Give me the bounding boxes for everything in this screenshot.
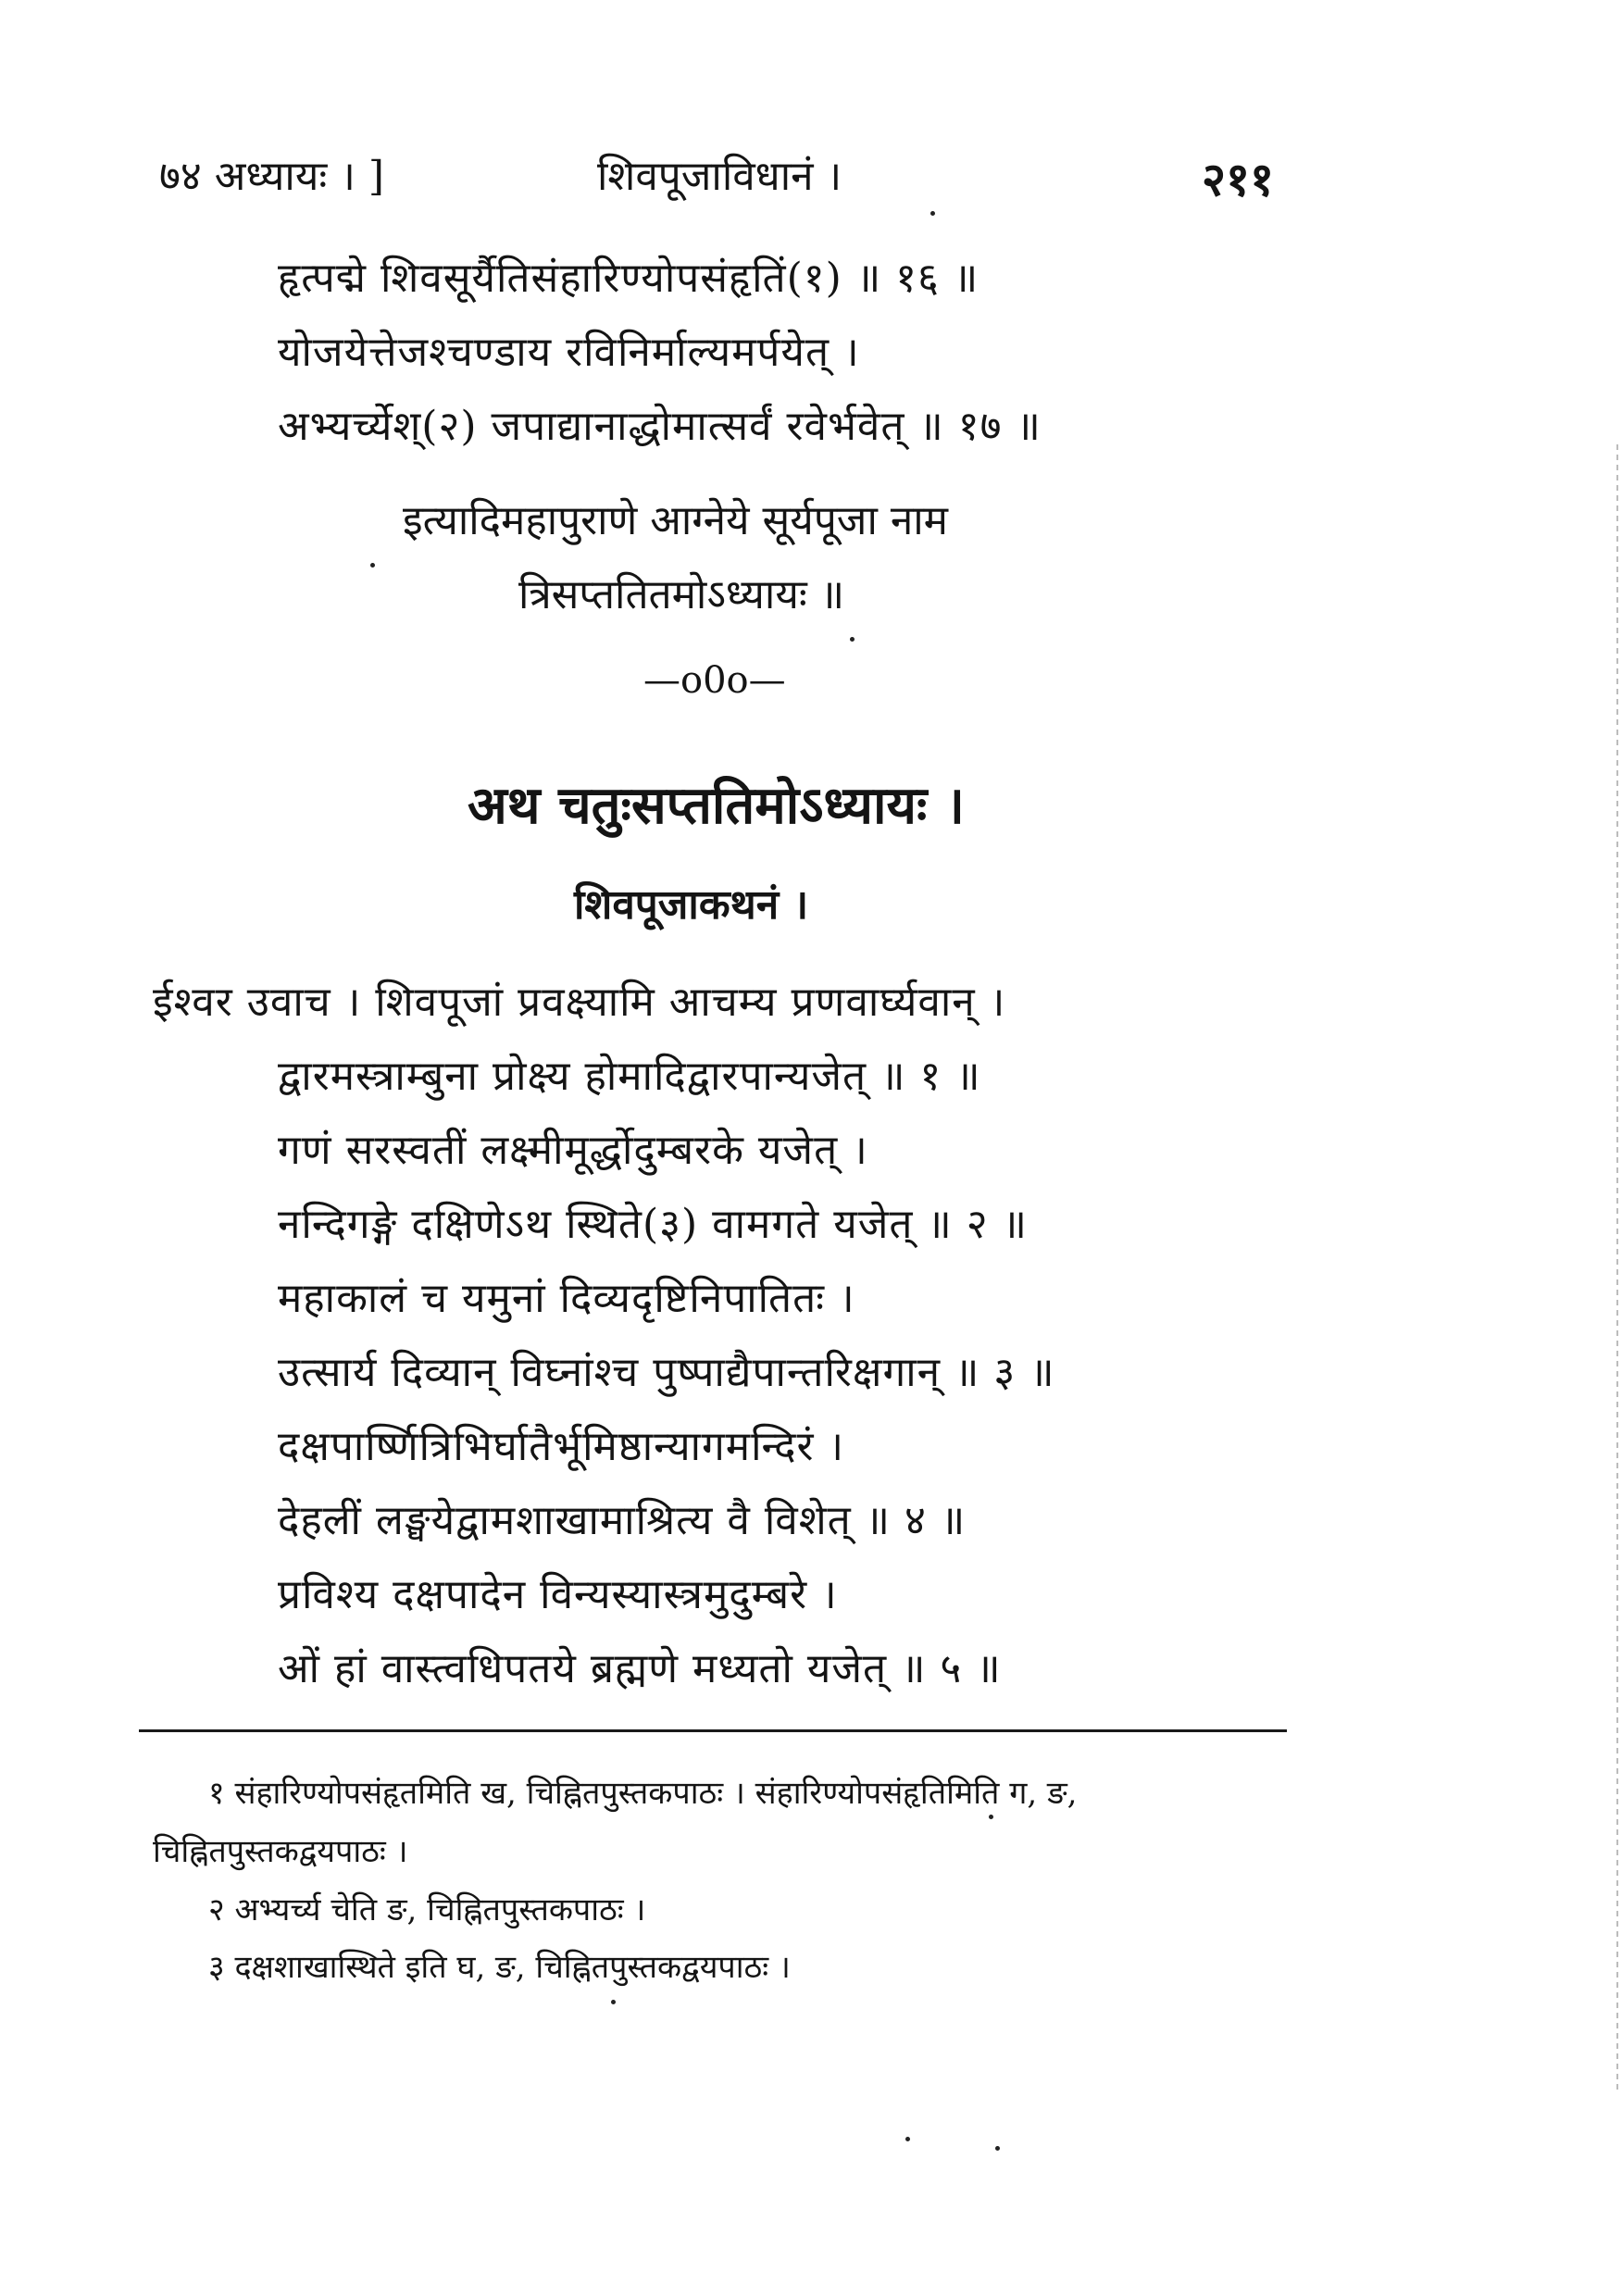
scan-speck	[905, 2137, 910, 2141]
section-divider: —o0o—	[643, 659, 786, 702]
verse-line: गणं सरस्वतीं लक्ष्मीमूर्द्धोदुम्बरके यजेत् ।	[278, 1127, 868, 1174]
chapter-subtitle: शिवपूजाकथनं ।	[574, 881, 809, 929]
verse-line: उत्सार्य दिव्यान् विघ्नांश्च पुष्पाद्यैपान्तरिक्षगान् ॥ ३ ॥	[278, 1349, 1055, 1396]
page-number: २११	[1202, 152, 1274, 206]
running-header-title: शिवपूजाविधानं ।	[597, 153, 842, 200]
scan-speck	[370, 563, 375, 568]
verse-line: योजयेत्तेजश्चण्डाय रविनिर्माल्यमर्पयेत् ।	[278, 329, 860, 376]
chapter-title: अथ चतुःसप्ततिमोऽध्यायः ।	[468, 775, 966, 836]
scan-speck	[611, 2000, 616, 2004]
verse-line: अभ्यर्च्येश्(२) जपाद्यानाद्धोमात्सर्वं रवेर्भवेत् ॥ १७ ॥	[278, 403, 1042, 450]
colophon-line: इत्यादिमहापुराणे आग्नेये सूर्यपूजा नाम	[403, 497, 948, 544]
colophon-line: त्रिसप्ततितमोऽध्यायः ॥	[518, 571, 845, 618]
footnote: ३ दक्षशाखास्थिते इति घ, ङ, चिह्नितपुस्तकद्वयपाठः ।	[208, 1949, 791, 1986]
verse-line: नन्दिगङ्गे दक्षिणेऽथ स्थिते(३) वामगते यजेत् ॥ २ ॥	[278, 1201, 1028, 1248]
footnote: १ संहारिण्योपसंहृतमिति ख, चिह्नितपुस्तकपाठः । संहारिण्योपसंहृतिमिति ग, ङ,	[208, 1775, 1078, 1812]
verse-line: ओं हां वास्त्वधिपतये ब्रह्मणे मध्यतो यजेत् ॥ ५ ॥	[278, 1645, 1002, 1692]
running-header-left: ७४ अध्यायः । ]	[159, 153, 385, 200]
verse-line: देहलीं लङ्घयेद्वामशाखामाश्रित्य वै विशेत् ॥ ४ ॥	[278, 1497, 967, 1544]
scan-speck	[995, 2146, 1000, 2151]
verse-line: महाकालं च यमुनां दिव्यदृष्टिनिपातितः ।	[278, 1275, 855, 1322]
footnote: २ अभ्यर्च्य चेति ङ, चिह्नितपुस्तकपाठः ।	[208, 1891, 646, 1928]
verse-line: हृत्पद्मे शिवसूर्यैतिसंहारिण्योपसंहृतिं(१) ॥ १६ ॥	[278, 255, 979, 302]
page-edge	[1616, 444, 1618, 2092]
verse-line: द्वारमस्त्राम्बुना प्रोक्ष्य होमादिद्वारपान्यजेत् ॥ १ ॥	[278, 1053, 981, 1100]
footnote: चिह्नितपुस्तकद्वयपाठः ।	[153, 1833, 408, 1870]
verse-line: दक्षपार्ष्णित्रिभिर्घातैर्भूमिष्ठान्यागमन्दिरं ।	[278, 1423, 845, 1470]
verse-line: प्रविश्य दक्षपादेन विन्यस्यास्त्रमुदुम्बरे ।	[278, 1571, 838, 1618]
scan-speck	[930, 211, 935, 216]
verse-line: ईश्वर उवाच । शिवपूजां प्रवक्ष्यामि आचम्य प्रणवार्घ्यवान् ।	[153, 979, 1006, 1026]
footnote-rule	[139, 1729, 1287, 1732]
scan-speck	[989, 1815, 993, 1819]
scan-speck	[850, 637, 855, 642]
